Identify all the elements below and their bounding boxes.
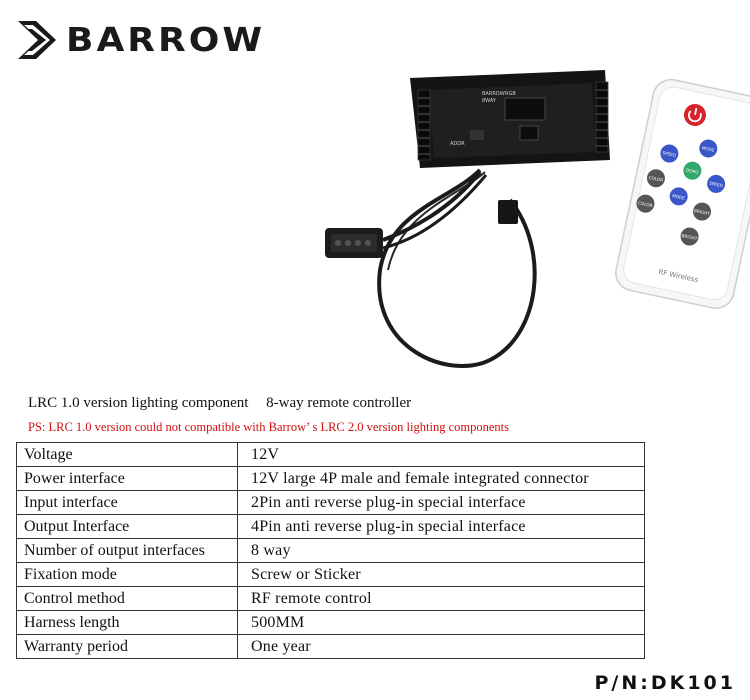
brand-logo (14, 16, 265, 64)
board-label-4: ADDR (450, 141, 465, 147)
table-row (17, 539, 645, 563)
spec-value: 4Pin anti reverse plug-in special interface (238, 515, 645, 539)
remote-btn-bright-1: BRIGHT (693, 207, 711, 217)
spec-value: RF remote control (238, 587, 645, 611)
spec-value: 12V large 4P male and female integrated connector (238, 467, 645, 491)
table-row (17, 491, 645, 515)
spec-value: 12V (238, 443, 645, 467)
table-row (17, 467, 645, 491)
part-number: P/N:DK101 (594, 672, 736, 694)
remote-btn-bright-2: BRIGHT (681, 232, 698, 242)
board-label-2: 8WAY (482, 98, 496, 104)
remote-btn-demo: DEMO (685, 167, 700, 175)
spec-key: Input interface (17, 491, 238, 515)
spec-value: 8 way (238, 539, 645, 563)
compatibility-note: PS: LRC 1.0 version could not compatible with Barrow’ s LRC 2.0 version lighting components (28, 420, 509, 434)
board-label-3: RGB (505, 91, 516, 97)
table-row (17, 563, 645, 587)
spec-key: Harness length (17, 611, 238, 635)
spec-key: Power interface (17, 467, 238, 491)
table-row (17, 611, 645, 635)
spec-value: One year (238, 635, 645, 659)
input-plug (498, 200, 518, 224)
caption-part-2: 8-way remote controller (266, 395, 412, 411)
remote-btn-color-1: COLOR (648, 174, 664, 183)
spec-key: Voltage (17, 443, 238, 467)
arrow-logo-icon (14, 17, 60, 63)
remote-footer-label: RF Wireless (657, 267, 699, 285)
remote-btn-mode-1: MODE (701, 145, 715, 153)
table-row (17, 635, 645, 659)
board-label-1: BARROW (482, 91, 505, 97)
cable-loop (379, 170, 535, 366)
remote-btn-color-2: COLOR (637, 200, 654, 209)
table-row (17, 587, 645, 611)
spec-key: Number of output interfaces (17, 539, 238, 563)
spec-key: Control method (17, 587, 238, 611)
remote-btn-mode-2: MODE (671, 193, 686, 201)
table-row (17, 515, 645, 539)
remote-btn-speed-2: SPEED (708, 180, 724, 189)
spec-key: Output Interface (17, 515, 238, 539)
spec-value: 500MM (238, 611, 645, 635)
product-image (300, 50, 750, 400)
spec-key: Warranty period (17, 635, 238, 659)
spec-value: Screw or Sticker (238, 563, 645, 587)
product-caption (28, 395, 411, 412)
brand-name: BARROW (66, 21, 266, 59)
spec-key: Fixation mode (17, 563, 238, 587)
rf-remote (612, 76, 750, 311)
remote-btn-speed-1: SPEED (662, 150, 677, 158)
table-row (17, 443, 645, 467)
spec-table (16, 442, 645, 659)
caption-part-1: LRC 1.0 version lighting component (28, 395, 249, 411)
spec-value: 2Pin anti reverse plug-in special interface (238, 491, 645, 515)
controller-board (410, 70, 610, 168)
